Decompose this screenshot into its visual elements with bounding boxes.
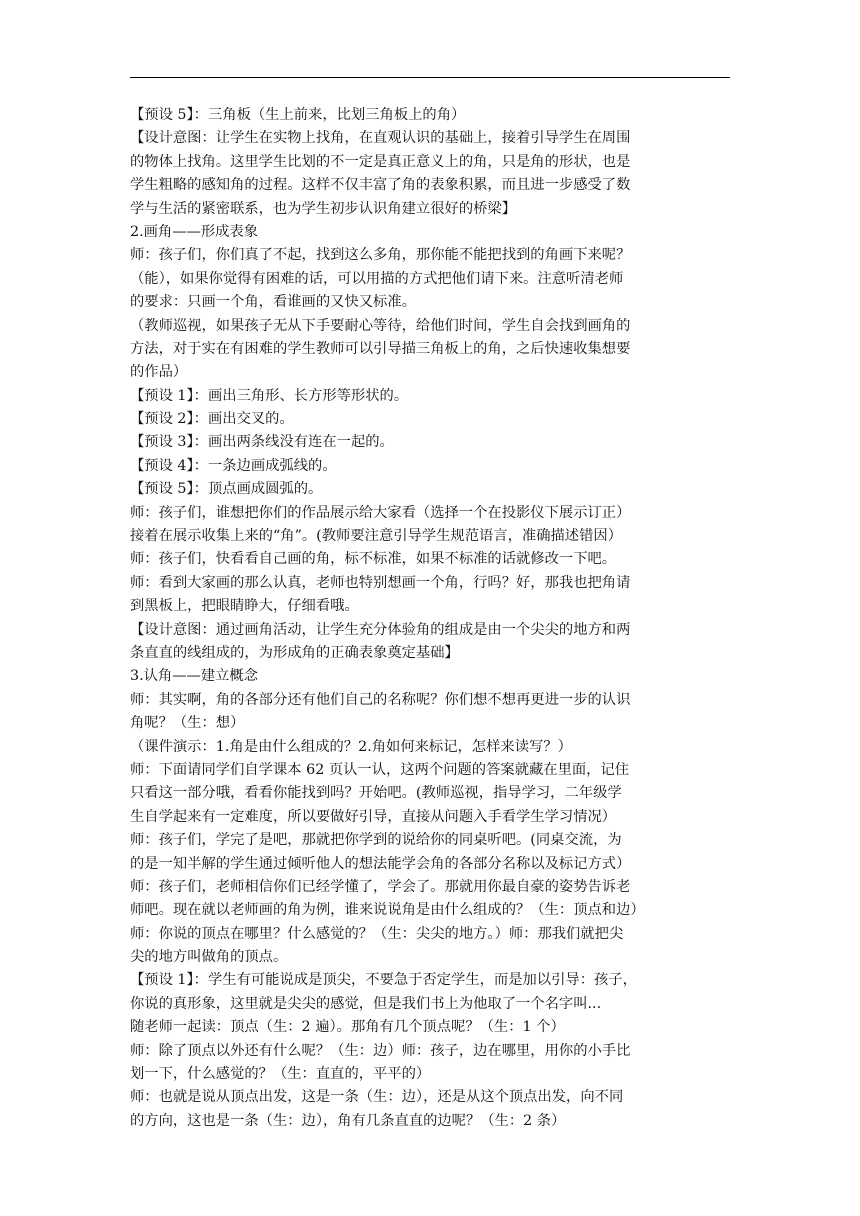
text-line: 【预设 3】：画出两条线没有连在一起的。 xyxy=(130,434,394,451)
text-line: 【预设 5】：顶点画成圆弧的。 xyxy=(130,481,323,498)
text-line: 师：孩子们，老师相信你们已经学懂了，学会了。那就用你最自豪的姿势告诉老 xyxy=(130,878,631,895)
text-line: 只看这一部分哦，看看你能找到吗？开始吧。(教师巡视，指导学习，二年级学 xyxy=(130,785,622,802)
text-line: 师：孩子们，你们真了不起，找到这么多角，那你能不能把找到的角画下来呢？ xyxy=(130,247,631,264)
text-line: 师：孩子们，谁想把你们的作品展示给大家看（选择一个在投影仪下展示订正） xyxy=(130,504,631,521)
text-line: 条直直的线组成的，为形成角的正确表象奠定基础】 xyxy=(130,644,459,661)
text-line: 【设计意图：让学生在实物上找角，在直观认识的基础上，接着引导学生在周围 xyxy=(130,130,631,147)
text-line: 【设计意图：通过画角活动，让学生充分体验角的组成是由一个尖尖的地方和两 xyxy=(130,621,631,638)
document-body xyxy=(130,104,730,1133)
text-line: 学与生活的紧密联系，也为学生初步认识角建立很好的桥梁】 xyxy=(130,200,517,217)
text-line: 随老师一起读：顶点（生：2 遍）。那角有几个顶点呢？（生：1 个） xyxy=(130,1019,565,1036)
text-line: 的要求：只画一个角，看谁画的又快又标准。 xyxy=(130,294,416,311)
text-line: 的方向，这也是一条（生：边），角有几条直直的边呢？（生：2 条） xyxy=(130,1112,566,1129)
text-line: 师：其实啊，角的各部分还有他们自己的名称呢？你们想不想再更进一步的认识 xyxy=(130,691,631,708)
text-line: 【预设 2】：画出交叉的。 xyxy=(130,411,294,428)
text-line: 师：除了顶点以外还有什么呢？（生：边）师：孩子，边在哪里，用你的小手比 xyxy=(130,1042,631,1059)
text-line: 【预设 1】：学生有可能说成是顶尖，不要急于否定学生，而是加以引导：孩子， xyxy=(130,972,637,989)
text-line: 【预设 1】：画出三角形、长方形等形状的。 xyxy=(130,387,409,404)
text-line: 师：孩子们，学完了是吧，那就把你学到的说给你的同桌听吧。(同桌交流，为 xyxy=(130,832,622,849)
text-line: 学生粗略的感知角的过程。这样不仅丰富了角的表象积累，而且进一步感受了数 xyxy=(130,177,631,194)
text-line: 【预设 4】：一条边画成弧线的。 xyxy=(130,457,337,474)
text-line: 的作品） xyxy=(130,364,188,381)
text-line: 师：你说的顶点在哪里？什么感觉的？（生：尖尖的地方。）师：那我们就把尖 xyxy=(130,925,624,942)
text-line: 生自学起来有一定难度，所以要做好引导，直接从问题入手看学生学习情况） xyxy=(130,808,617,825)
section-heading: 3.认角——建立概念 xyxy=(130,668,259,685)
text-line: 划一下，什么感觉的？（生：直直的，平平的） xyxy=(130,1066,431,1083)
text-line: 接着在展示收集上来的“角”。(教师要注意引导学生规范语言，准确描述错因） xyxy=(130,528,622,545)
text-line: 师：看到大家画的那么认真，老师也特别想画一个角，行吗？好，那我也把角请 xyxy=(130,574,631,591)
text-line: 【预设 5】：三角板（生上前来，比划三角板上的角） xyxy=(130,107,466,123)
text-line: 方法，对于实在有困难的学生教师可以引导描三角板上的角，之后快速收集想要 xyxy=(130,340,631,357)
text-line: 师：也就是说从顶点出发，这是一条（生：边），还是从这个顶点出发，向不同 xyxy=(130,1089,624,1106)
text-line: 师吧。现在就以老师画的角为例，谁来说说角是由什么组成的？（生：顶点和边） xyxy=(130,902,645,919)
header-rule xyxy=(130,77,730,78)
text-line: 角呢？（生：想） xyxy=(130,715,245,732)
text-line: 到黑板上，把眼睛睁大，仔细看哦。 xyxy=(130,598,359,615)
text-line: （能），如果你觉得有困难的话，可以用描的方式把他们请下来。注意听清老师 xyxy=(130,270,624,287)
text-line: 的物体上找角。这里学生比划的不一定是真正意义上的角，只是角的形状，也是 xyxy=(130,153,631,170)
section-heading: 2.画角——形成表象 xyxy=(130,223,259,240)
text-line: （教师巡视，如果孩子无从下手要耐心等待，给他们时间，学生自会找到画角的 xyxy=(130,317,631,334)
text-line: 师：孩子们，快看看自己画的角，标不标准，如果不标准的话就修改一下吧。 xyxy=(130,551,617,568)
text-line: 师：下面请同学们自学课本 62 页认一认，这两个问题的答案就藏在里面，记住 xyxy=(130,761,630,778)
text-line: 的是一知半解的学生通过倾听他人的想法能学会角的各部分名称以及标记方式） xyxy=(130,855,631,872)
text-line: 你说的真形象，这里就是尖尖的感觉，但是我们书上为他取了一个名字叫... xyxy=(130,995,602,1012)
text-line: （课件演示：1.角是由什么组成的？2.角如何来标记，怎样来读写？） xyxy=(130,738,572,755)
text-line: 尖的地方叫做角的顶点。 xyxy=(130,949,288,966)
